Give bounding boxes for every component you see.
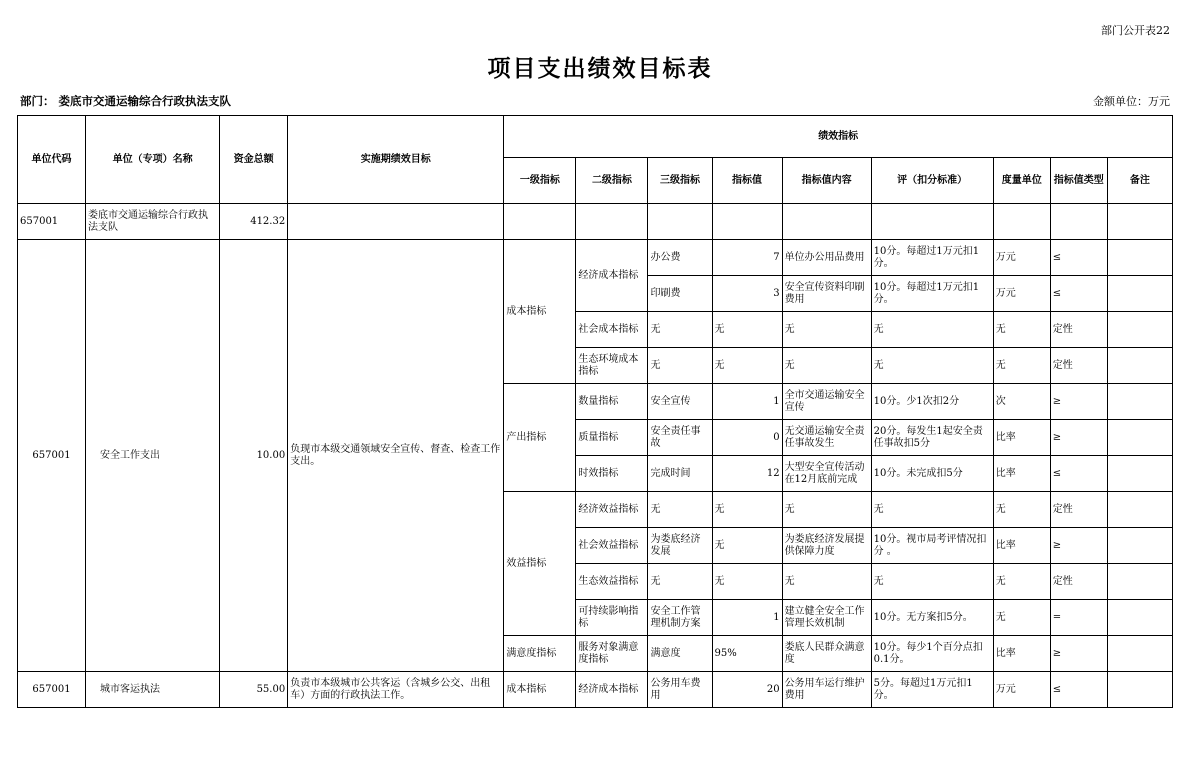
cell-remark (1107, 600, 1172, 636)
cell-level1: 效益指标 (504, 492, 576, 636)
cell-content: 全市交通运输安全宣传 (782, 384, 871, 420)
cell-score: 无 (871, 564, 993, 600)
cell-score: 10分。每少1个百分点扣0.1分。 (871, 636, 993, 672)
cell-content: 建立健全安全工作管理长效机制 (782, 600, 871, 636)
cell-remark (1107, 240, 1172, 276)
cell-score: 10分。未完成扣5分 (871, 456, 993, 492)
cell-level3: 办公费 (648, 240, 712, 276)
cell-remark (1107, 564, 1172, 600)
cell-value: 0 (712, 420, 782, 456)
cell-score: 10分。少1次扣2分 (871, 384, 993, 420)
cell-amount: 10.00 (220, 240, 288, 672)
cell-unit: 无 (993, 600, 1050, 636)
header-index-value: 指标值 (712, 158, 782, 204)
cell-level3: 无 (648, 348, 712, 384)
cell-content: 无 (782, 492, 871, 528)
cell-unit: 无 (993, 492, 1050, 528)
cell-code: 657001 (18, 204, 86, 240)
cell-type: 定性 (1050, 312, 1107, 348)
cell-level2: 服务对象满意度指标 (576, 636, 648, 672)
cell-goal: 负现市本级交通领域安全宣传、督查、检查工作支出。 (288, 240, 504, 672)
cell-value: 无 (712, 492, 782, 528)
cell-value: 12 (712, 456, 782, 492)
cell-score: 无 (871, 348, 993, 384)
cell-remark (1107, 312, 1172, 348)
cell-remark (1107, 492, 1172, 528)
cell-content: 无交通运输安全责任事故发生 (782, 420, 871, 456)
cell-value: 无 (712, 348, 782, 384)
department-label: 部门： 娄底市交通运输综合行政执法支队 (20, 94, 232, 108)
cell-score: 无 (871, 492, 993, 528)
header-unit-name: 单位（专项）名称 (86, 116, 220, 204)
cell-content: 无 (782, 312, 871, 348)
header-row-1 (18, 116, 1173, 158)
cell-level2: 数量指标 (576, 384, 648, 420)
cell-level2: 社会效益指标 (576, 528, 648, 564)
cell-unit: 次 (993, 384, 1050, 420)
cell-level3: 无 (648, 564, 712, 600)
header-measure-unit: 度量单位 (993, 158, 1050, 204)
cell-amount: 55.00 (220, 672, 288, 708)
cell-content: 大型安全宣传活动在12月底前完成 (782, 456, 871, 492)
cell-level3: 安全责任事故 (648, 420, 712, 456)
cell-value: 无 (712, 564, 782, 600)
cell-type: ≥ (1050, 636, 1107, 672)
cell-type: ≥ (1050, 420, 1107, 456)
cell-type: ≤ (1050, 456, 1107, 492)
cell-level2: 经济成本指标 (576, 672, 648, 708)
cell-level3: 满意度 (648, 636, 712, 672)
cell-remark (1107, 528, 1172, 564)
cell-value: 7 (712, 240, 782, 276)
cell-level3: 为娄底经济发展 (648, 528, 712, 564)
cell-level3: 完成时间 (648, 456, 712, 492)
cell-remark (1107, 384, 1172, 420)
table-row (18, 240, 1173, 276)
cell-remark (1107, 276, 1172, 312)
header-goal: 实施期绩效目标 (288, 116, 504, 204)
cell-type: 定性 (1050, 348, 1107, 384)
cell-unit: 比率 (993, 420, 1050, 456)
cell-level2: 社会成本指标 (576, 312, 648, 348)
cell-content: 无 (782, 564, 871, 600)
cell-unit: 万元 (993, 276, 1050, 312)
cell-content: 娄底人民群众满意度 (782, 636, 871, 672)
cell-content: 公务用车运行维护费用 (782, 672, 871, 708)
cell-remark (1107, 420, 1172, 456)
cell-value: 1 (712, 600, 782, 636)
cell-unit: 比率 (993, 636, 1050, 672)
cell-value: 1 (712, 384, 782, 420)
table-row (18, 672, 1173, 708)
cell-level3: 安全宣传 (648, 384, 712, 420)
cell-type: ≥ (1050, 384, 1107, 420)
cell-value: 95% (712, 636, 782, 672)
cell-remark (1107, 636, 1172, 672)
cell-level1: 成本指标 (504, 240, 576, 384)
cell-code: 657001 (18, 240, 86, 672)
cell-unit: 无 (993, 348, 1050, 384)
cell-score: 10分。每超过1万元扣1分。 (871, 240, 993, 276)
cell-level2: 可持续影响指标 (576, 600, 648, 636)
cell-type: ≤ (1050, 240, 1107, 276)
page-title: 项目支出绩效目标表 (487, 55, 713, 82)
cell-type: ≤ (1050, 276, 1107, 312)
header-performance-indicators: 绩效指标 (504, 116, 1173, 158)
cell-type: 定性 (1050, 492, 1107, 528)
cell-score: 10分。视市局考评情况扣分 。 (871, 528, 993, 564)
cell-amount: 412.32 (220, 204, 288, 240)
cell-content: 单位办公用品费用 (782, 240, 871, 276)
cell-value: 20 (712, 672, 782, 708)
header-total-funds: 资金总额 (220, 116, 288, 204)
cell-remark (1107, 672, 1172, 708)
table-number-label: 部门公开表22 (1101, 24, 1170, 37)
cell-level3: 印刷费 (648, 276, 712, 312)
header-remark: 备注 (1107, 158, 1172, 204)
performance-target-table (17, 115, 1173, 708)
cell-remark (1107, 456, 1172, 492)
cell-name: 安全工作支出 (86, 240, 220, 672)
cell-level2: 生态效益指标 (576, 564, 648, 600)
header-scoring: 评（扣分标准） (871, 158, 993, 204)
cell-code: 657001 (18, 672, 86, 708)
cell-score: 10分。每超过1万元扣1分。 (871, 276, 993, 312)
header-unit-code: 单位代码 (18, 116, 86, 204)
cell-type: 定性 (1050, 564, 1107, 600)
cell-type: ≥ (1050, 528, 1107, 564)
cell-type: ≤ (1050, 672, 1107, 708)
cell-unit: 比率 (993, 456, 1050, 492)
cell-content: 为娄底经济发展提供保障力度 (782, 528, 871, 564)
cell-unit: 万元 (993, 240, 1050, 276)
cell-level2: 时效指标 (576, 456, 648, 492)
cell-level1: 产出指标 (504, 384, 576, 492)
header-value-type: 指标值类型 (1050, 158, 1107, 204)
cell-level3: 安全工作管理机制方案 (648, 600, 712, 636)
cell-level1: 满意度指标 (504, 636, 576, 672)
cell-content: 安全宣传资料印刷费用 (782, 276, 871, 312)
cell-name: 城市客运执法 (86, 672, 220, 708)
cell-value: 无 (712, 312, 782, 348)
cell-unit: 万元 (993, 672, 1050, 708)
amount-unit-label: 金额单位：万元 (1093, 95, 1170, 108)
cell-value: 无 (712, 528, 782, 564)
cell-score: 20分。每发生1起安全责任事故扣5分 (871, 420, 993, 456)
cell-level2: 生态环境成本指标 (576, 348, 648, 384)
cell-unit: 比率 (993, 528, 1050, 564)
cell-score: 10分。无方案扣5分。 (871, 600, 993, 636)
table-row (18, 204, 1173, 240)
cell-level3: 无 (648, 492, 712, 528)
cell-score: 无 (871, 312, 993, 348)
cell-value: 3 (712, 276, 782, 312)
header-level3: 三级指标 (648, 158, 712, 204)
cell-name: 娄底市交通运输综合行政执法支队 (86, 204, 220, 240)
header-level2: 二级指标 (576, 158, 648, 204)
cell-unit: 无 (993, 564, 1050, 600)
cell-level2: 经济效益指标 (576, 492, 648, 528)
cell-level3: 公务用车费用 (648, 672, 712, 708)
cell-score: 5分。每超过1万元扣1分。 (871, 672, 993, 708)
cell-unit: 无 (993, 312, 1050, 348)
cell-level3: 无 (648, 312, 712, 348)
cell-content: 无 (782, 348, 871, 384)
cell-type: = (1050, 600, 1107, 636)
cell-level2: 质量指标 (576, 420, 648, 456)
cell-goal: 负责市本级城市公共客运（含城乡公交、出租车）方面的行政执法工作。 (288, 672, 504, 708)
cell-remark (1107, 348, 1172, 384)
cell-level1: 成本指标 (504, 672, 576, 708)
cell-level2: 经济成本指标 (576, 240, 648, 312)
header-index-content: 指标值内容 (782, 158, 871, 204)
header-level1: 一级指标 (504, 158, 576, 204)
